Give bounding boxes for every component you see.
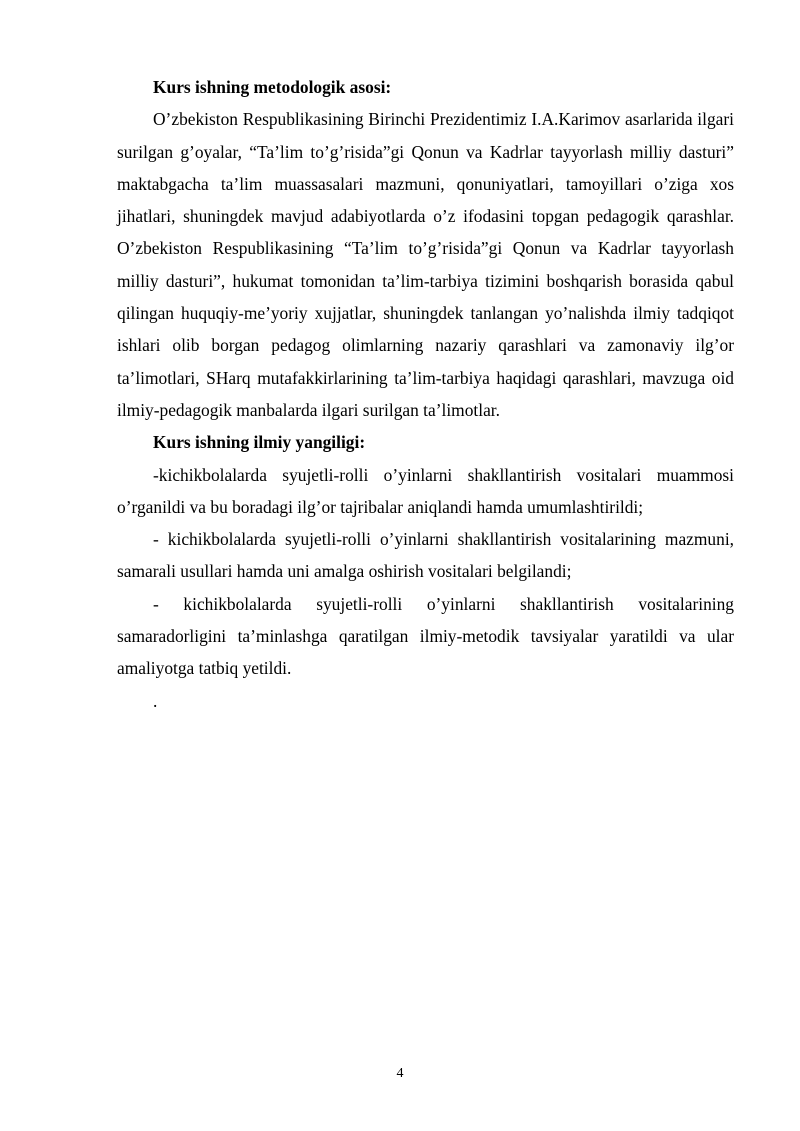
methodology-paragraph: O’zbekiston Respublikasining Birinchi Prezidentimiz I.A.Karimov asarlarida ilgari surilgan g’oyalar, “Ta’lim to’g’risida”gi Qonun va Kadrlar tayyorlash milliy dasturi” maktabgacha ta’lim muassasalari mazmuni, qonuniyatlari, tamoyillari o’ziga xos jihatlari, shuningdek mavjud adabiyotlarda o’z ifodasini topgan pedagogik qarashlar. O’zbekiston Respublikasining “Ta’lim to’g’risida”gi Qonun va Kadrlar tayyorlash milliy dasturi”, hukumat tomonidan ta’lim-tarbiya tizimini boshqarish borasida qabul qilingan huquqiy-me’yoriy xujjatlar, shuningdek tanlangan yo’nalishda ilmiy tadqiqot ishlari olib borgan pedagog olimlarning nazariy qarashlari va zamonaviy ilg’or ta’limotlari, SHarq mutafakkirlarining ta’lim-tarbiya haqidagi qarashlari, mavzuga oid ilmiy-pedagogik manbalarda ilgari surilgan ta’limotlar. <box>117 109 734 420</box>
methodology-heading: Kurs ishning metodologik asosi: <box>153 77 392 97</box>
novelty-heading: Kurs ishning ilmiy yangiligi: <box>153 432 366 453</box>
page-body <box>117 71 734 717</box>
trailing-mark: . <box>153 690 158 711</box>
novelty-item-2: - kichikbolalarda syujetli-rolli o’yinlarni shakllantirish vositalarining mazmuni, samarali usullari hamda uni amalga oshirish vositalari belgilandi; <box>117 529 734 582</box>
novelty-item-1: -kichikbolalarda syujetli-rolli o’yinlarni shakllantirish vositalari muammosi o’rganildi va bu boradagi ilg’or tajribalar aniqlandi hamda umumlashtirildi; <box>117 464 734 517</box>
novelty-item-3: - kichikbolalarda syujetli-rolli o’yinlarni shakllantirish vositalarining samaradorligini ta’minlashga qaratilgan ilmiy-metodik tavsiyalar yaratildi va ular amaliyotga tatbiq yetildi. <box>117 593 734 679</box>
page-number: 4 <box>396 1066 404 1081</box>
